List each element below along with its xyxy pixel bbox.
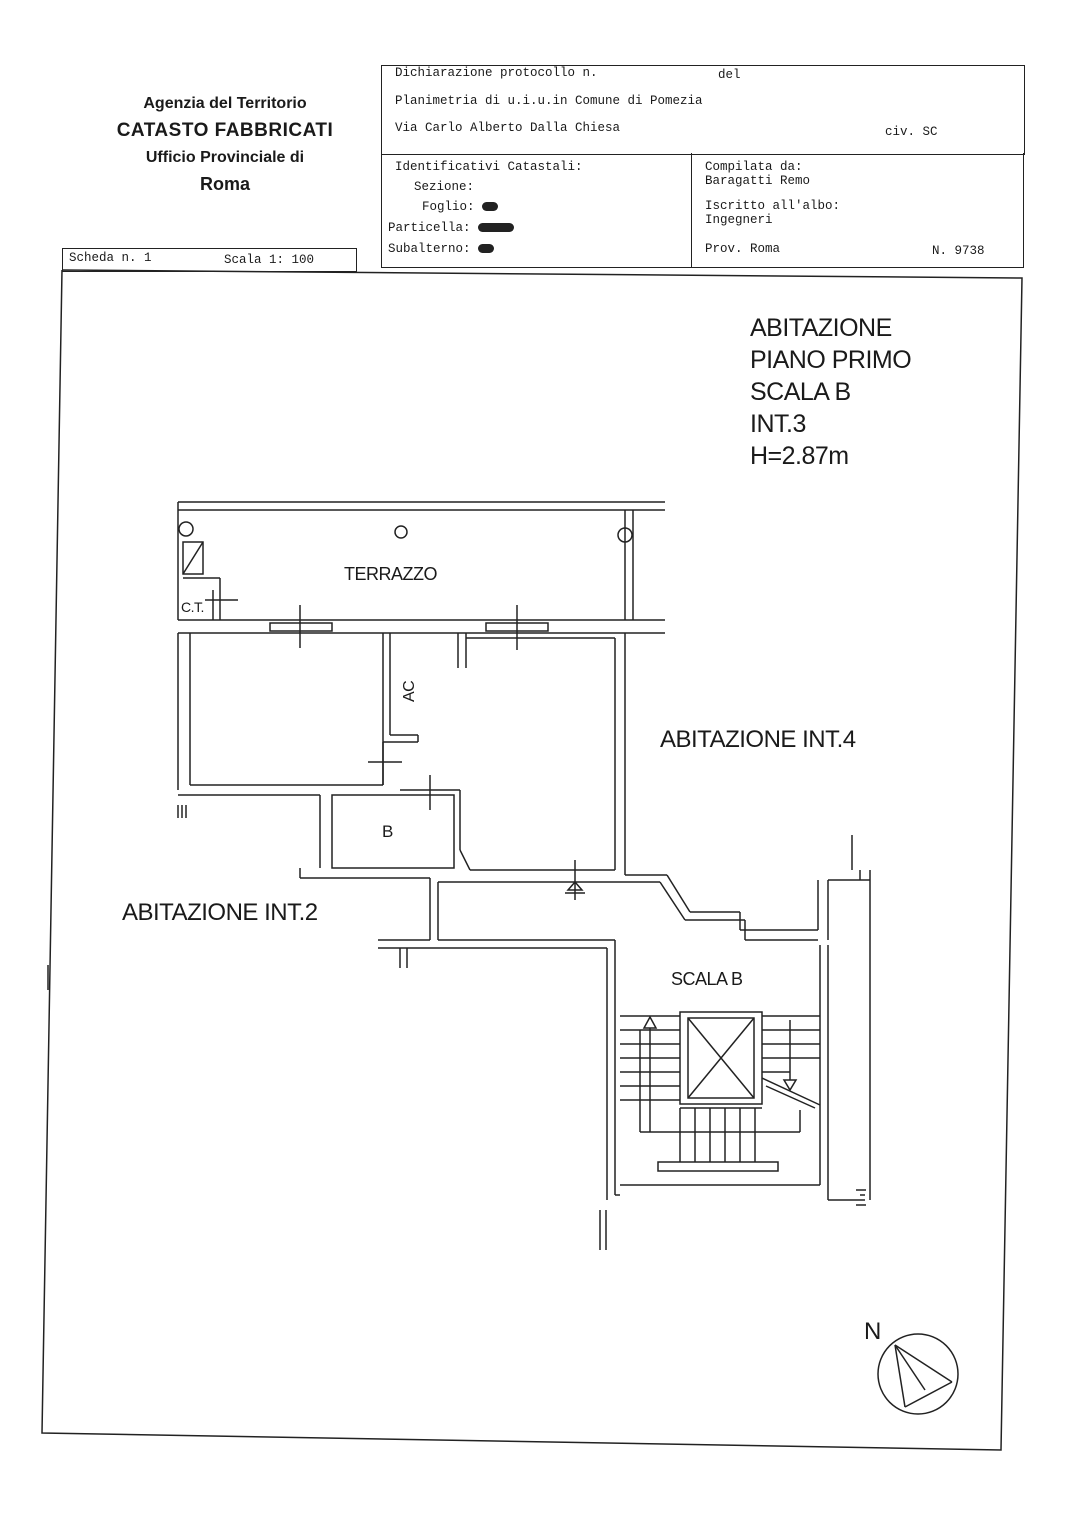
address-line: Via Carlo Alberto Dalla Chiesa bbox=[395, 121, 621, 135]
title-line: PIANO PRIMO bbox=[750, 346, 912, 374]
compilata-label: Compilata da: bbox=[705, 160, 803, 174]
compilatore-name: Baragatti Remo bbox=[705, 174, 811, 188]
registration-number: N. 9738 bbox=[932, 244, 985, 258]
agency-name: Agenzia del Territorio bbox=[143, 95, 307, 112]
stair-label: SCALA B bbox=[671, 969, 743, 989]
ufficio-city: Roma bbox=[199, 174, 250, 194]
particella-label: Particella: bbox=[388, 221, 514, 235]
title-line: ABITAZIONE bbox=[750, 314, 892, 342]
civico-label: civ. SC bbox=[885, 125, 938, 139]
sezione-label: Sezione: bbox=[414, 180, 475, 194]
identificativi-label: Identificativi Catastali: bbox=[395, 160, 583, 174]
apartment-title-block bbox=[750, 312, 911, 472]
iscritto-label: Iscritto all'albo: bbox=[705, 199, 841, 213]
albo-value: Ingegneri bbox=[705, 213, 773, 227]
scala-label: Scala 1: 100 bbox=[224, 253, 315, 267]
ufficio-label: Ufficio Provinciale di bbox=[145, 149, 305, 166]
subalterno-label: Subalterno: bbox=[388, 242, 494, 256]
title-line: INT.3 bbox=[750, 410, 806, 438]
dichiarazione-label: Dichiarazione protocollo n. bbox=[395, 66, 598, 80]
title-line: SCALA B bbox=[750, 378, 851, 406]
ct-label: C.T. bbox=[181, 599, 204, 615]
title-line: H=2.87m bbox=[750, 442, 849, 470]
ac-label: AC bbox=[401, 680, 418, 702]
terrazzo-label: TERRAZZO bbox=[344, 564, 437, 584]
planimetria-line: Planimetria di u.i.u.in Comune di Pomezia bbox=[395, 94, 703, 108]
catasto-title: CATASTO FABBRICATI bbox=[116, 120, 334, 141]
foglio-label: Foglio: bbox=[422, 200, 498, 214]
bathroom-label: B bbox=[382, 822, 393, 841]
scheda-label: Scheda n. 1 bbox=[69, 251, 152, 265]
provincia-label: Prov. Roma bbox=[705, 242, 781, 256]
int2-label: ABITAZIONE INT.2 bbox=[122, 899, 318, 926]
north-label: N bbox=[864, 1318, 881, 1345]
del-label: del bbox=[718, 68, 741, 82]
int4-label: ABITAZIONE INT.4 bbox=[660, 726, 856, 753]
